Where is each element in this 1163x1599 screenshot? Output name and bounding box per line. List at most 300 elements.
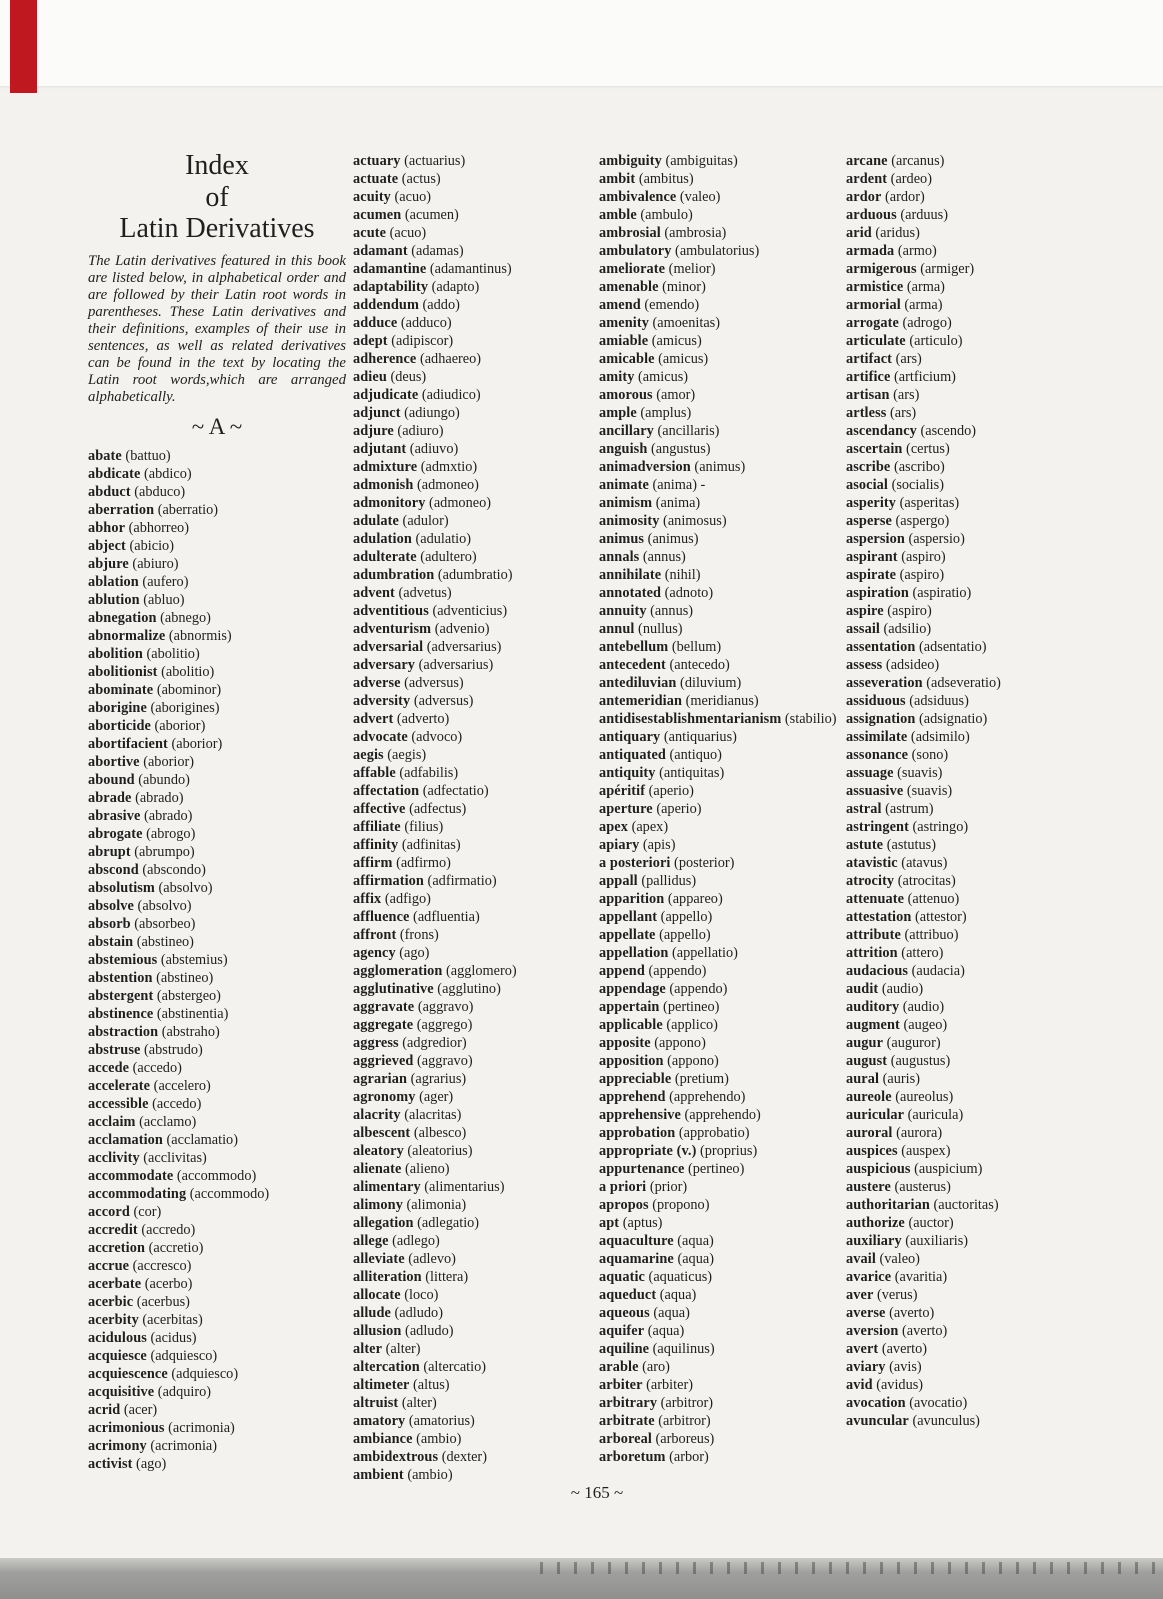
entry-root: (appello) [657, 909, 713, 925]
index-entry [88, 897, 346, 915]
entry-word: auroral [846, 1125, 893, 1141]
entry-root: (ambiguitas) [661, 153, 738, 169]
entry-word: aquaculture [599, 1233, 674, 1249]
index-entry [88, 483, 346, 501]
index-entry [846, 476, 1104, 494]
index-entry [88, 789, 346, 807]
index-entry [353, 404, 603, 422]
index-entry [599, 1358, 851, 1376]
entry-word: adulation [353, 531, 412, 547]
entry-root: (artficium) [890, 369, 956, 385]
index-entry [353, 980, 603, 998]
entry-root: (adfigo) [381, 891, 431, 907]
entry-word: adulterate [353, 549, 417, 565]
entry-word: adverse [353, 675, 401, 691]
index-entry [353, 170, 603, 188]
entry-root: (adsentatio) [915, 639, 987, 655]
index-entry [599, 584, 851, 602]
index-entry [599, 1250, 851, 1268]
index-entry [599, 674, 851, 692]
entry-root: (acuo) [390, 189, 432, 205]
index-entry [88, 591, 346, 609]
entry-word: auspicious [846, 1161, 911, 1177]
index-entry [846, 332, 1104, 350]
entry-word: ascertain [846, 441, 903, 457]
entry-word: a priori [599, 1179, 647, 1195]
entry-root: (abluo) [139, 592, 185, 609]
index-entry [353, 710, 603, 728]
index-entry [599, 530, 851, 548]
entry-word: adieu [353, 369, 387, 385]
page-number: ~ 165 ~ [570, 1483, 624, 1502]
index-entry [88, 555, 346, 573]
entry-root: (agglutino) [433, 981, 501, 997]
entry-word: a posteriori [599, 855, 671, 871]
index-entry [846, 782, 1104, 800]
entry-word: abrasive [88, 808, 141, 825]
index-entry [599, 818, 851, 836]
entry-word: artifact [846, 351, 893, 367]
entry-word: authoritarian [846, 1197, 930, 1213]
entry-root: (certus) [902, 441, 950, 457]
entry-root: (adhaereo) [416, 351, 482, 367]
index-entry [88, 609, 346, 627]
index-entry [88, 1149, 346, 1167]
entry-root: (ardor) [881, 189, 925, 205]
entry-root: (accretio) [145, 1240, 204, 1257]
entry-word: albescent [353, 1125, 411, 1141]
index-entry [599, 566, 851, 584]
entry-root: (antiquitas) [655, 765, 725, 781]
entry-word: aquatic [599, 1269, 645, 1285]
entry-word: assuasive [846, 783, 904, 799]
index-entry [353, 1070, 603, 1088]
index-entry [353, 836, 603, 854]
index-entry [846, 386, 1104, 404]
entry-word: agrarian [353, 1071, 408, 1087]
entry-word: ambidextrous [353, 1449, 439, 1465]
entry-root: (armiger) [916, 261, 975, 277]
entry-root: (acerbus) [133, 1294, 190, 1311]
index-entry [353, 440, 603, 458]
entry-root: (adquiesco) [167, 1366, 239, 1383]
index-entry [353, 1286, 603, 1304]
entry-word: abolitionist [88, 664, 158, 681]
index-entry [353, 512, 603, 530]
entry-word: armistice [846, 279, 904, 295]
entry-root: (asperitas) [896, 495, 960, 511]
entry-word: artifice [846, 369, 891, 385]
entry-root: (amor) [652, 387, 696, 403]
entry-word: appendage [599, 981, 666, 997]
entry-root: (attestor) [911, 909, 967, 925]
entry-word: ancillary [599, 423, 654, 439]
entry-root: (adfirmo) [392, 855, 451, 871]
entry-word: adamantine [353, 261, 427, 277]
entry-word: abjure [88, 556, 129, 573]
entry-root: (acuo) [386, 225, 427, 241]
entry-word: amend [599, 297, 641, 313]
entry-word: allegation [353, 1215, 414, 1231]
index-entry [599, 188, 851, 206]
entry-root: (adludo) [401, 1323, 454, 1339]
entry-root: (applico) [662, 1017, 718, 1033]
entry-word: avuncular [846, 1413, 909, 1429]
index-entry [599, 278, 851, 296]
entry-root: (avidus) [872, 1377, 924, 1393]
entry-root: (adverto) [393, 711, 450, 727]
entry-root: (aperio) [645, 783, 694, 799]
index-entry [88, 1437, 346, 1455]
entry-root: (alter) [382, 1341, 421, 1357]
index-entry [599, 656, 851, 674]
entry-root: (posterior) [670, 855, 735, 871]
entry-root: (attero) [897, 945, 944, 961]
entry-word: agronomy [353, 1089, 416, 1105]
entry-root: (adfinitas) [398, 837, 461, 853]
index-entry [88, 969, 346, 987]
entry-word: assentation [846, 639, 916, 655]
entry-root: (aqua) [656, 1287, 697, 1303]
index-entry [353, 602, 603, 620]
entry-root: (pertineo) [684, 1161, 745, 1177]
index-entry [88, 933, 346, 951]
entry-word: abstemious [88, 952, 158, 969]
index-entry [88, 987, 346, 1005]
entry-root: (adquiro) [154, 1384, 212, 1401]
index-entry [599, 224, 851, 242]
index-entry [88, 501, 346, 519]
entry-root: (ars) [886, 405, 917, 421]
index-entry [846, 674, 1104, 692]
entry-word: aquiline [599, 1341, 650, 1357]
entry-word: apparition [599, 891, 665, 907]
entry-root: (adultero) [416, 549, 477, 565]
entry-root: (adfectatio) [419, 783, 489, 799]
entry-root: (absolvo) [154, 880, 213, 897]
entry-root: (pallidus) [637, 873, 697, 889]
index-entry [599, 1016, 851, 1034]
index-entry [353, 1142, 603, 1160]
entry-word: affluence [353, 909, 410, 925]
index-entry [846, 458, 1104, 476]
entry-word: arbitrary [599, 1395, 658, 1411]
index-entry [353, 1430, 603, 1448]
entry-word: acuity [353, 189, 391, 205]
entry-word: annotated [599, 585, 662, 601]
entry-root: (nullus) [634, 621, 683, 637]
entry-word: amenable [599, 279, 659, 295]
index-entry [88, 519, 346, 537]
index-entry [353, 242, 603, 260]
index-entry [599, 296, 851, 314]
entry-root: (alter) [398, 1395, 437, 1411]
entry-word: abstain [88, 934, 134, 951]
index-entry [846, 422, 1104, 440]
entry-word: addendum [353, 297, 419, 313]
entry-word: attestation [846, 909, 912, 925]
entry-word: alter [353, 1341, 383, 1357]
index-entry [88, 951, 346, 969]
entry-root: (abolitio) [157, 664, 215, 681]
entry-root: (adventicius) [428, 603, 508, 619]
entry-word: aperture [599, 801, 653, 817]
entry-root: (verus) [873, 1287, 918, 1303]
index-entry [88, 915, 346, 933]
entry-root: (acerbo) [141, 1276, 193, 1293]
index-entry [88, 879, 346, 897]
entry-root: (actuarius) [400, 153, 466, 169]
index-entry [88, 1077, 346, 1095]
entry-word: auspices [846, 1143, 898, 1159]
index-entry [353, 620, 603, 638]
index-entry [846, 224, 1104, 242]
entry-root: (abnego) [156, 610, 211, 627]
index-entry [353, 1412, 603, 1430]
index-entry [846, 1016, 1104, 1034]
index-entry [353, 890, 603, 908]
index-entry [88, 1041, 346, 1059]
entry-word: atavistic [846, 855, 898, 871]
entry-root: (audio) [899, 999, 945, 1015]
entry-word: adjudicate [353, 387, 419, 403]
index-entry [599, 1124, 851, 1142]
entry-word: abortive [88, 754, 140, 771]
index-entry [599, 872, 851, 890]
index-column-1 [88, 150, 346, 1473]
entry-root: (approbatio) [675, 1125, 750, 1141]
index-entry [599, 458, 851, 476]
entry-word: acrimony [88, 1438, 147, 1455]
index-entry [353, 1304, 603, 1322]
entry-word: abstention [88, 970, 153, 987]
entry-word: ambrosial [599, 225, 661, 241]
index-entry [846, 818, 1104, 836]
index-entry [353, 1124, 603, 1142]
entry-root: (ascendo) [916, 423, 977, 439]
index-entry [353, 296, 603, 314]
entry-word: amenity [599, 315, 649, 331]
index-entry [846, 530, 1104, 548]
entry-root: (antecedo) [665, 657, 730, 673]
entry-word: apropos [599, 1197, 649, 1213]
entry-root: (attenuo) [904, 891, 960, 907]
index-entry [846, 1232, 1104, 1250]
entry-root: (proprius) [696, 1143, 758, 1159]
index-entry [353, 260, 603, 278]
index-entry [846, 1160, 1104, 1178]
entry-word: armorial [846, 297, 901, 313]
entry-root: (acerbitas) [138, 1312, 203, 1329]
entry-root: (adlegatio) [413, 1215, 480, 1231]
entry-word: accessible [88, 1096, 149, 1113]
entry-root: (arbitror) [654, 1413, 711, 1429]
index-entry [599, 890, 851, 908]
index-entry [846, 620, 1104, 638]
entry-word: adjure [353, 423, 394, 439]
entry-word: abrade [88, 790, 132, 807]
entry-word: amity [599, 369, 635, 385]
index-entry [88, 1095, 346, 1113]
entry-word: antebellum [599, 639, 669, 655]
index-entry [353, 1106, 603, 1124]
index-entry [353, 638, 603, 656]
entry-root: (aspiro) [896, 567, 945, 583]
entry-root: (emendo) [640, 297, 700, 313]
entry-word: arid [846, 225, 872, 241]
entry-root: (acclamo) [135, 1114, 197, 1131]
entry-word: applicable [599, 1017, 663, 1033]
entry-root: (prior) [646, 1179, 688, 1195]
entry-root: (appono) [663, 1053, 719, 1069]
entry-root: (addo) [418, 297, 460, 313]
index-entry [88, 447, 346, 465]
entry-word: astute [846, 837, 884, 853]
index-entry [846, 260, 1104, 278]
intro-paragraph: The Latin derivatives featured in this book are listed below, in alphabetical order and are followed by their Latin root words in parentheses. These Latin derivatives and their definitions, examples of their use in sentences, as well as related derivatives can be found in the text by locating the Latin root words,which are arranged alphabetically. [88, 252, 346, 406]
entry-word: asperity [846, 495, 897, 511]
entry-root: (propono) [648, 1197, 710, 1213]
index-entry [88, 1203, 346, 1221]
index-entry [846, 998, 1104, 1016]
index-entry [599, 710, 851, 728]
index-entry [353, 278, 603, 296]
index-entry [353, 332, 603, 350]
entry-root: (minor) [658, 279, 706, 295]
entry-root: (arbor) [665, 1449, 709, 1465]
entry-root: (suavis) [903, 783, 953, 799]
entry-word: avail [846, 1251, 876, 1267]
entry-word: abolition [88, 646, 143, 663]
entry-root: (abrumpo) [130, 844, 195, 861]
entry-root: (ambio) [403, 1467, 453, 1483]
index-entry [353, 1160, 603, 1178]
entry-word: acquiescence [88, 1366, 168, 1383]
entry-root: (auctor) [904, 1215, 954, 1231]
entry-root: (acer) [120, 1402, 158, 1419]
index-entry [88, 1419, 346, 1437]
entry-root: (apis) [639, 837, 676, 853]
index-entry [599, 152, 851, 170]
entry-root: (apprehendo) [680, 1107, 761, 1123]
entry-word: assess [846, 657, 883, 673]
entry-word: armigerous [846, 261, 917, 277]
entry-word: animate [599, 477, 649, 493]
index-entry [846, 494, 1104, 512]
entry-root: (accedo) [129, 1060, 182, 1077]
index-entry [846, 296, 1104, 314]
entry-root: (adnoto) [661, 585, 714, 601]
entry-root: (ars) [892, 351, 922, 367]
entry-word: arable [599, 1359, 639, 1375]
entry-root: (abstrudo) [140, 1042, 203, 1059]
index-entry [599, 512, 851, 530]
index-entry [599, 1448, 851, 1466]
entry-word: abate [88, 448, 122, 465]
entry-word: absolutism [88, 880, 155, 897]
entry-word: ameliorate [599, 261, 666, 277]
entry-word: ambulatory [599, 243, 672, 259]
entry-root: (averto) [898, 1323, 948, 1339]
entry-root: (aridus) [871, 225, 920, 241]
entry-word: aberration [88, 502, 155, 519]
entry-word: arboreal [599, 1431, 652, 1447]
index-entry [599, 314, 851, 332]
entry-root: (atrocitas) [894, 873, 956, 889]
index-entry [846, 1106, 1104, 1124]
scan-artifact-marks [540, 1562, 1156, 1574]
entry-word: advocate [353, 729, 408, 745]
entry-word: ablution [88, 592, 140, 609]
entry-root: (ago) [132, 1456, 167, 1473]
entry-word: affirmation [353, 873, 424, 889]
entry-word: accommodate [88, 1168, 174, 1185]
entry-root: (abscondo) [138, 862, 206, 879]
entry-root: (aleatorius) [403, 1143, 473, 1159]
index-entry [846, 1412, 1104, 1430]
entry-root: (auris) [879, 1071, 920, 1087]
entry-word: avert [846, 1341, 879, 1357]
entry-word: antiquated [599, 747, 666, 763]
entry-word: aggravate [353, 999, 415, 1015]
entry-root: (abstemius) [157, 952, 228, 969]
entry-root: (aqua) [673, 1233, 714, 1249]
entry-root: (melior) [665, 261, 716, 277]
index-entry [353, 1394, 603, 1412]
index-entry [846, 1304, 1104, 1322]
index-entry [846, 854, 1104, 872]
entry-word: auditory [846, 999, 900, 1015]
entry-root: (dexter) [438, 1449, 487, 1465]
entry-word: aspirant [846, 549, 898, 565]
index-entry [846, 890, 1104, 908]
entry-root: (abundo) [134, 772, 190, 789]
entry-root: (aurora) [892, 1125, 943, 1141]
entry-word: auricular [846, 1107, 905, 1123]
index-entry [846, 1214, 1104, 1232]
entry-word: absorb [88, 916, 131, 933]
entry-root: (apprehendo) [665, 1089, 746, 1105]
entry-root: (altercatio) [419, 1359, 487, 1375]
entry-root: (arcanus) [887, 153, 945, 169]
entry-word: adulate [353, 513, 399, 529]
entry-root: (actus) [398, 171, 441, 187]
index-entry [88, 573, 346, 591]
entry-word: attrition [846, 945, 898, 961]
entry-word: atrocity [846, 873, 895, 889]
index-entry [846, 512, 1104, 530]
entry-word: aquamarine [599, 1251, 674, 1267]
index-entry [846, 350, 1104, 368]
entry-root: (aqua) [673, 1251, 714, 1267]
entry-word: acrid [88, 1402, 121, 1419]
entry-root: (cor) [129, 1204, 162, 1221]
entry-word: animosity [599, 513, 660, 529]
index-entry [599, 368, 851, 386]
entry-word: august [846, 1053, 888, 1069]
entry-word: assignation [846, 711, 916, 727]
entry-root: (amicus) [648, 333, 702, 349]
index-entry [353, 1340, 603, 1358]
entry-word: abstruse [88, 1042, 141, 1059]
index-entry [599, 1232, 851, 1250]
entry-root: (accresco) [129, 1258, 192, 1275]
index-entry [599, 548, 851, 566]
entry-root: (averto) [885, 1305, 935, 1321]
entry-root: (aspergo) [891, 513, 950, 529]
index-entry [353, 1088, 603, 1106]
index-entry [846, 656, 1104, 674]
